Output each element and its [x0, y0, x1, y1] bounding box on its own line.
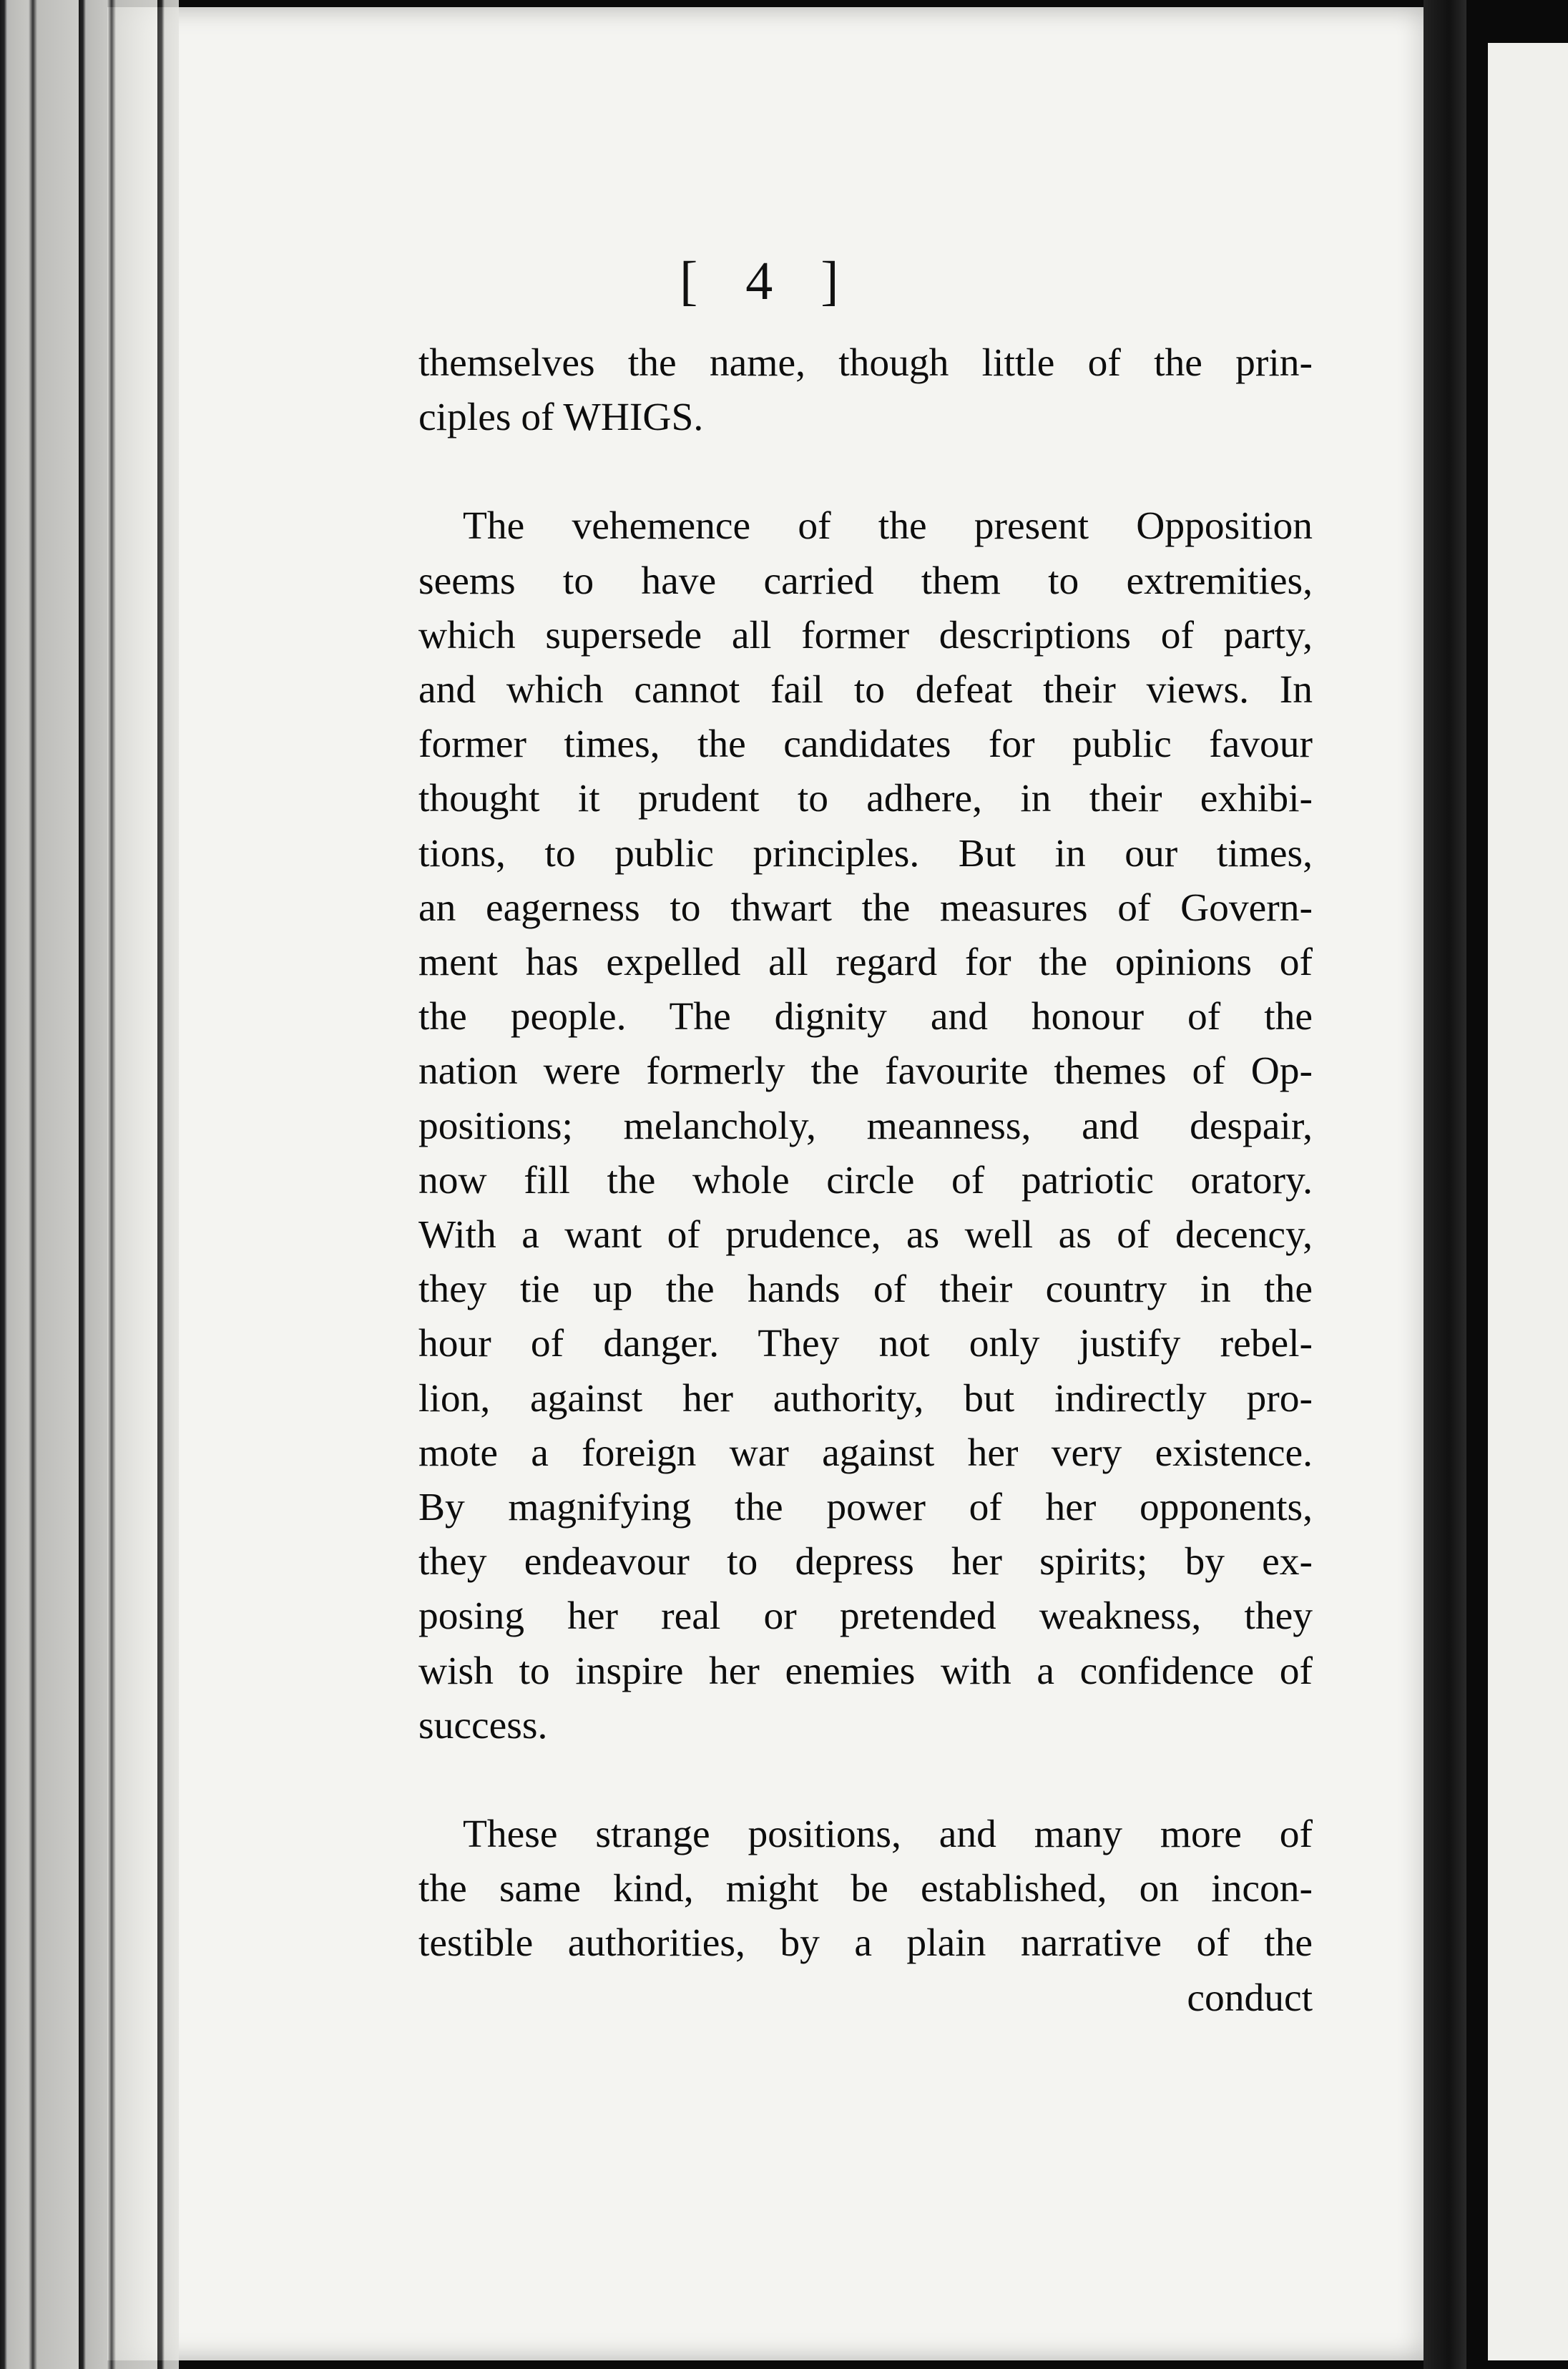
text-line: themselves the name, though little of the prin-	[418, 341, 1313, 385]
text-line: lion, against her authority, but indirectly pro-	[418, 1376, 1313, 1421]
text-line: The vehemence of the present Opposition	[463, 504, 1313, 549]
text-line: thought it prudent to adhere, in their exhibi-	[418, 777, 1313, 821]
text-line: These strange positions, and many more of	[463, 1813, 1313, 1857]
text-line: With a want of prudence, as well as of decency,	[418, 1213, 1313, 1257]
text-line: posing her real or pretended weakness, they	[418, 1594, 1313, 1639]
text-line: former times, the candidates for public favour	[418, 722, 1313, 767]
text-line: an eagerness to thwart the measures of Govern-	[418, 886, 1313, 930]
text-line: and which cannot fail to defeat their views. In	[418, 668, 1313, 712]
text-line: they tie up the hands of their country in the	[418, 1267, 1313, 1312]
text-line: the people. The dignity and honour of the	[418, 995, 1313, 1039]
text-line: positions; melancholy, meanness, and despair,	[418, 1104, 1313, 1148]
text-line: ment has expelled all regard for the opinions of	[418, 941, 1313, 985]
text-line: ciples of WHIGS.	[418, 396, 704, 440]
text-line: success.	[418, 1703, 548, 1747]
body-text	[418, 336, 1313, 2026]
text-line: testible authorities, by a plain narrative of the	[418, 1921, 1313, 1966]
text-line: mote a foreign war against her very existence.	[418, 1431, 1313, 1475]
text-line: wish to inspire her enemies with a confidence of	[418, 1649, 1313, 1693]
catchword: conduct	[1187, 1976, 1313, 2020]
text-line: hour of danger. They not only justify rebel-	[418, 1322, 1313, 1366]
text-line: the same kind, might be established, on incon-	[418, 1867, 1313, 1911]
text-line: tions, to public principles. But in our times,	[418, 831, 1313, 876]
page-fold	[1424, 0, 1466, 2369]
text-line: now fill the whole circle of patriotic oratory.	[418, 1158, 1313, 1202]
binding-gutter	[0, 0, 179, 2369]
page-number: [ 4 ]	[680, 251, 856, 311]
text-line: they endeavour to depress her spirits; by ex-	[418, 1540, 1313, 1584]
text-line: which supersede all former descriptions of party,	[418, 613, 1313, 657]
text-line: nation were formerly the favourite themes of Op-	[418, 1049, 1313, 1094]
facing-page-edge	[1488, 43, 1568, 2360]
text-line: seems to have carried them to extremities,	[418, 559, 1313, 603]
text-line: By magnifying the power of her opponents,	[418, 1486, 1313, 1530]
